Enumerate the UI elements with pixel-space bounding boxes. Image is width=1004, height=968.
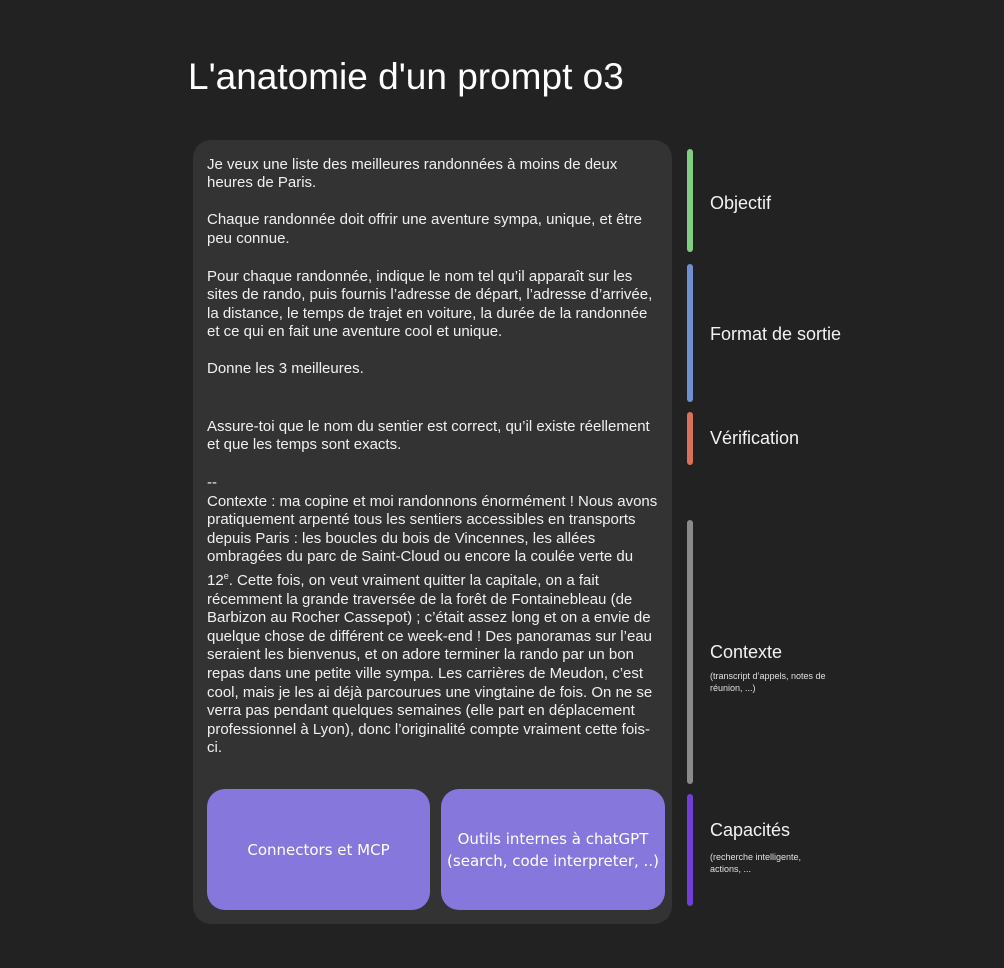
connectors-card <box>207 789 430 910</box>
format-label: Format de sortie <box>710 324 842 344</box>
internal-tools-card <box>441 789 665 910</box>
contexte-bar <box>687 520 693 784</box>
objectif-bar <box>687 149 693 252</box>
objectif-label: Objectif <box>710 193 772 213</box>
contexte-paragraph <box>207 493 663 758</box>
capacites-bar <box>687 794 693 906</box>
capacites-label: Capacités <box>710 820 791 840</box>
contexte-label: Contexte <box>710 642 783 662</box>
contexte-text-start: Contexte : ma copine et moi randonnons énormément ! Nous avons pratiquement arpenté tous les sentiers accessibles en transports depuis Paris : les boucles du bois de Vincennes, les allées ombragées du parc de Saint-Cloud ou encore la coulée verte du 12 <box>207 492 658 589</box>
format-paragraph: Donne les 3 meilleures. <box>207 360 364 378</box>
format-paragraph: Pour chaque randonnée, indique le nom tel qu’il apparaît sur les sites de rando, puis fournis l’adresse de départ, l’adresse d’arrivée, la distance, le temps de trajet en voiture, la durée de la randonnée et ce qui en fait une aventure cool et unique. <box>207 268 653 341</box>
objectif-paragraph: Je veux une liste des meilleures randonnées à moins de deux heures de Paris. <box>207 156 618 192</box>
contexte-separator: -- <box>207 474 217 491</box>
format-text-block <box>207 268 663 378</box>
capacites-note: (recherche intelligente, actions, ... <box>710 852 802 874</box>
connectors-card-label: Connectors et MCP <box>247 840 390 859</box>
contexte-text-end: . Cette fois, on veut vraiment quitter la capitale, on a fait récemment la grande traversée de la forêt de Fontainebleau (de Barbizon au Rocher Cassepot) ; c’était assez long et on a envie de quelque chose de différent ce week-end ! Des panoramas sur l’eau seraient les bienvenus, et on adore terminer la rando par un bon repas dans une petite ville sympa. Les carrières de Meudon, c’est cool, mais je les ai déjà parcourues une vingtaine de fois. On ne se verra pas pendant quelques semaines (elle part en déplacement professionnel à Lyon), donc l’originalité compte vraiment cette fois-ci. <box>207 571 653 757</box>
verification-label: Vérification <box>710 428 800 448</box>
objectif-text-block <box>207 156 663 248</box>
internal-tools-card-label: Outils internes à chatGPT (search, code interpreter, ..) <box>447 829 659 870</box>
contexte-note: (transcript d’appels, notes de réunion, ...) <box>710 671 826 693</box>
verification-paragraph: Assure-toi que le nom du sentier est correct, qu’il existe réellement et que les temps sont exacts. <box>207 418 650 454</box>
verification-bar <box>687 412 693 465</box>
verification-text-block <box>207 418 663 455</box>
format-bar <box>687 264 693 402</box>
contexte-text-block <box>207 474 663 758</box>
objectif-paragraph: Chaque randonnée doit offrir une aventure sympa, unique, et être peu connue. <box>207 211 643 247</box>
contexte-superscript: e <box>223 570 229 581</box>
page-title: L'anatomie d'un prompt o3 <box>188 56 624 97</box>
